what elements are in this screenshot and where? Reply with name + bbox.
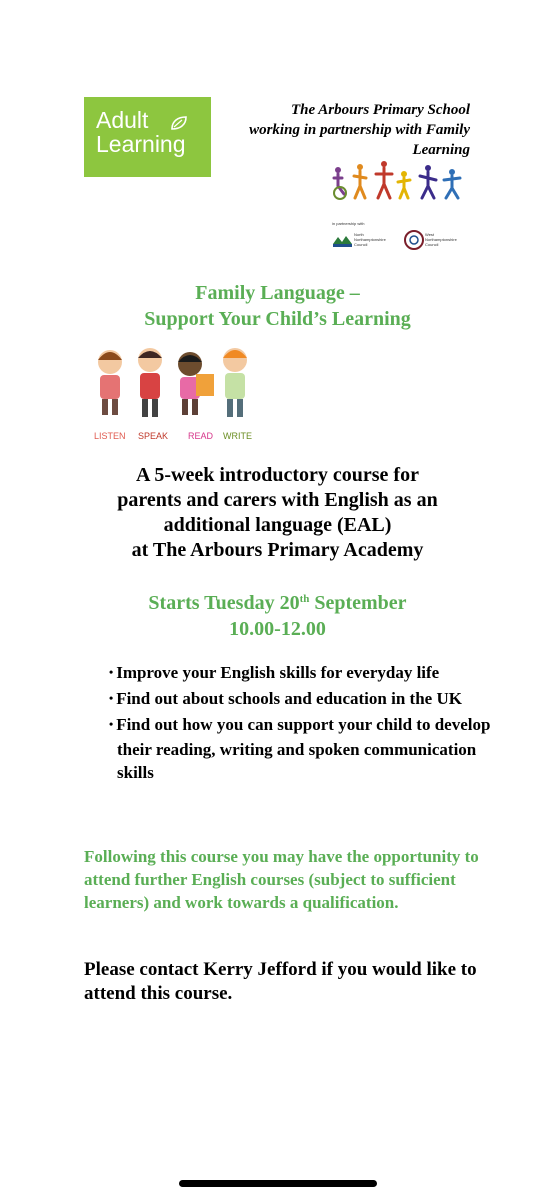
intro-line-2: parents and carers with English as an [117,489,438,511]
course-intro [60,463,495,563]
intro-line-1: A 5-week introductory course for [136,464,419,486]
north-council-text [354,232,386,247]
adult-learning-logo [84,97,211,177]
contact-text: Please contact Kerry Jefford if you would like to attend this course. [84,959,477,1004]
west-council-line-2: Northamptonshire [425,237,457,242]
label-write: WRITE [223,431,252,441]
label-speak: SPEAK [138,431,169,441]
kid-speak-icon [138,348,162,417]
course-benefits-list [100,661,500,785]
partnership-label: in partnership with [332,221,365,226]
benefit-text: Improve your English skills for everyday life [116,663,440,682]
children-illustration [90,340,260,450]
bullet-icon: • [109,717,114,731]
family-learning-icon [328,160,470,202]
school-line-3: Learning [412,142,470,158]
start-suffix: September [309,592,407,614]
label-listen: LISTEN [94,431,126,441]
school-line-1: The Arbours Primary School [290,102,470,118]
kid-listen-icon [98,350,122,415]
west-council-line-1: West [425,232,435,237]
school-header [200,100,470,160]
logo-line-1: Adult [96,107,149,133]
home-indicator[interactable] [179,1180,377,1187]
north-council-line-2: Northamptonshire [354,237,386,242]
title-line-1: Family Language – [195,282,360,304]
north-council-line-1: North [354,232,364,237]
school-line-2: working in partnership with Family [249,122,470,138]
benefit-item [100,713,500,784]
bullet-icon: • [109,665,114,679]
intro-line-4: at The Arbours Primary Academy [131,539,424,561]
kid-read-icon [178,352,214,415]
bullet-icon: • [109,691,114,705]
north-council-line-3: Council [354,242,368,247]
benefit-text: Find out how you can support your child to develop their reading, writing and spoken communication skills [116,715,491,782]
kid-write-icon [223,348,247,417]
label-read: READ [188,431,214,441]
start-time: 10.00-12.00 [229,618,326,640]
benefit-item [100,661,500,686]
leaf-icon [170,115,188,131]
page-title [0,280,555,332]
west-council-line-3: Council [425,242,439,247]
benefit-item [100,687,500,712]
start-date [0,590,555,642]
following-course-text: Following this course you may have the opportunity to attend further English courses (subject to sufficient learners) and work towards a qualification. [84,847,479,912]
start-prefix: Starts Tuesday 20 [148,592,300,614]
title-line-2: Support Your Child’s Learning [144,308,411,330]
benefit-text: Find out about schools and education in the UK [116,689,462,708]
intro-line-3: additional language (EAL) [163,514,392,536]
start-date-line [0,590,555,616]
start-ordinal: th [299,593,310,605]
logo-line-2: Learning [96,131,186,157]
west-council-text [425,232,457,247]
